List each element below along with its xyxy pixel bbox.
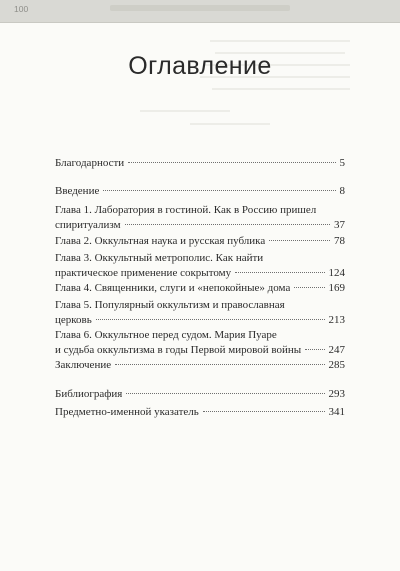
page-number: 100 [14, 4, 29, 14]
toc-entry-title-line1: Глава 3. Оккультный метрополис. Как найти [55, 252, 264, 264]
toc-leader [125, 224, 330, 225]
toc-entry-chapter-1 [55, 203, 345, 233]
toc-entry-chapter-6 [55, 328, 345, 358]
toc-entry-title: спиритуализм [55, 219, 121, 231]
toc-page-number: 5 [339, 157, 345, 169]
toc-page-number: 8 [339, 185, 345, 197]
toc-leader [103, 190, 335, 191]
toc-entry-title: церковь [55, 314, 92, 326]
toc-entry-title: Библиография [55, 388, 123, 400]
toc-entry-title-line1: Глава 1. Лаборатория в гостиной. Как в Россию пришел [55, 204, 317, 216]
toc-entry-chapter-3 [55, 251, 345, 281]
toc-leader [294, 287, 324, 288]
toc-entry-bibliography [55, 387, 345, 402]
toc-entry-introduction [55, 184, 345, 199]
toc-page-number: 341 [328, 406, 345, 418]
toc-entry-title: и судьба оккультизма в годы Первой мировой войны [55, 344, 302, 356]
toc-page-number: 78 [334, 235, 345, 247]
toc-leader [203, 411, 325, 412]
toc-entry-acknowledgements [55, 156, 345, 171]
toc-entry-chapter-5 [55, 298, 345, 328]
toc-leader [115, 364, 324, 365]
toc-entry-title: Глава 4. Священники, слуги и «непокойные» дома [55, 282, 291, 294]
toc-entry-title: Глава 2. Оккультная наука и русская публика [55, 235, 266, 247]
toc-page-number: 285 [328, 359, 345, 371]
toc-entry-title-line1: Глава 6. Оккультное перед судом. Мария Пуаре [55, 329, 277, 341]
toc-entry-title-line1: Глава 5. Популярный оккультизм и православная [55, 299, 285, 311]
toc-page-number: 247 [328, 344, 345, 356]
toc-leader [96, 319, 325, 320]
toc-page-number: 213 [328, 314, 345, 326]
toc-leader [269, 240, 330, 241]
toc-page-number: 124 [328, 267, 345, 279]
previous-page-strip [0, 0, 400, 23]
toc-entry-title: практическое применение сокрытому [55, 267, 232, 279]
toc-entry-index [55, 405, 345, 420]
toc-entry-chapter-2 [55, 234, 345, 249]
toc-leader [235, 272, 324, 273]
toc-entry-chapter-4 [55, 281, 345, 296]
toc-leader [305, 349, 324, 350]
toc-page-number: 37 [334, 219, 345, 231]
toc-entry-title: Предметно-именной указатель [55, 406, 199, 418]
toc-entry-title: Заключение [55, 359, 112, 371]
toc-leader [126, 393, 324, 394]
toc-leader [128, 162, 335, 163]
toc-entry-title: Введение [55, 185, 100, 197]
toc-page-number: 169 [328, 282, 345, 294]
toc-entry-title: Благодарности [55, 157, 125, 169]
toc-page-number: 293 [328, 388, 345, 400]
toc-entry-conclusion [55, 358, 345, 373]
page-title: Оглавление [128, 52, 272, 80]
running-header [110, 5, 290, 11]
